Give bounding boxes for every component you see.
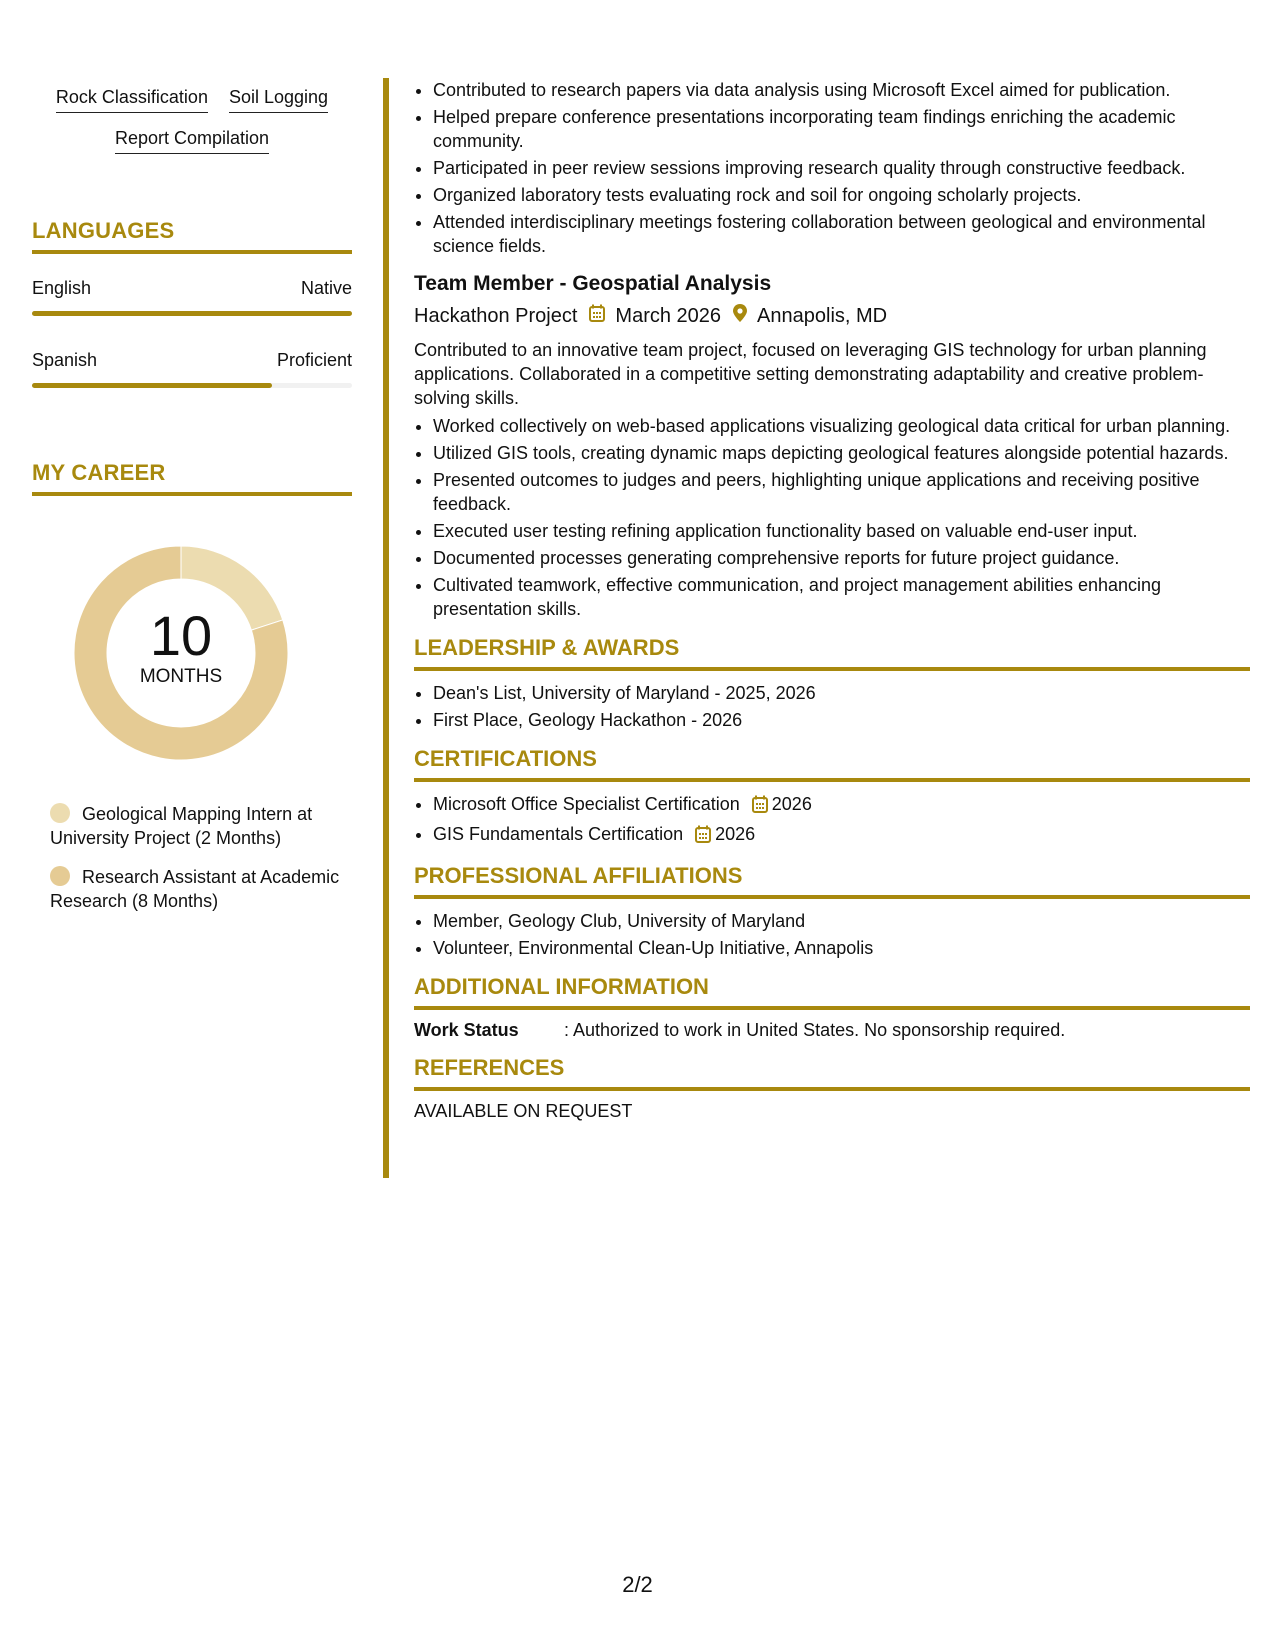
affiliations-heading: PROFESSIONAL AFFILIATIONS	[414, 863, 1250, 899]
certification-year: 2026	[715, 824, 756, 844]
donut-center-label	[66, 604, 296, 688]
list-item: • Volunteer, Environmental Clean-Up Initiative, Annapolis	[433, 936, 1250, 960]
list-item: • Attended interdisciplinary meetings fostering collaboration between geological and environmental science fields.	[433, 210, 1250, 258]
skill-tag: Rock Classification	[56, 88, 208, 113]
language-proficiency-bar	[32, 383, 352, 388]
skills-list	[32, 78, 352, 160]
references-text: AVAILABLE ON REQUEST	[414, 1101, 633, 1121]
list-item: • Worked collectively on web-based applications visualizing geological data critical for urban planning.	[433, 414, 1250, 438]
list-item: • Utilized GIS tools, creating dynamic maps depicting geological features alongside potential hazards.	[433, 441, 1250, 465]
language-proficiency-bar	[32, 311, 352, 316]
language-name: Spanish	[32, 350, 98, 370]
certifications-list	[414, 792, 1250, 849]
list-item	[433, 822, 1250, 849]
career-total-unit: MONTHS	[139, 666, 223, 687]
language-name: English	[32, 278, 92, 298]
certification-year: 2026	[771, 794, 812, 814]
column-divider	[383, 78, 389, 1178]
career-legend-item	[50, 802, 352, 851]
work-status-label: Work Status	[414, 1020, 519, 1040]
job-date: March 2026	[615, 304, 722, 327]
list-item: • Executed user testing refining application functionality based on valuable end-user input.	[433, 519, 1250, 543]
legend-dot	[50, 866, 70, 886]
list-item: • Documented processes generating comprehensive reports for future project guidance.	[433, 546, 1250, 570]
calendar-icon	[752, 795, 768, 819]
languages-heading: LANGUAGES	[32, 218, 352, 254]
main-content	[414, 78, 1250, 1122]
location-pin-icon	[733, 304, 747, 328]
certification-name: GIS Fundamentals Certification	[433, 824, 684, 844]
career-heading: MY CAREER	[32, 460, 352, 496]
calendar-icon	[589, 304, 605, 328]
job-title: Team Member - Geospatial Analysis	[414, 272, 772, 295]
references-heading: REFERENCES	[414, 1055, 1250, 1091]
language-proficiency-fill	[32, 383, 272, 388]
skill-tag: Report Compilation	[115, 129, 269, 154]
list-item: • Dean's List, University of Maryland - 2025, 2026	[433, 681, 1250, 705]
language-level: Native	[300, 278, 352, 298]
career-legend-item	[50, 865, 352, 914]
language-item	[32, 278, 352, 316]
calendar-icon	[695, 825, 711, 849]
job-summary: Contributed to an innovative team project, focused on leveraging GIS technology for urban planning applications. Collaborated in a competitive setting demonstrating adaptability and creative problem-solving skills.	[414, 340, 1207, 408]
sidebar	[32, 78, 352, 927]
career-legend-label: Geological Mapping Intern at University Project (2 Months)	[50, 804, 313, 849]
list-item: • Cultivated teamwork, effective communication, and project management abilities enhancing presentation skills.	[433, 573, 1250, 621]
skill-tag: Soil Logging	[229, 88, 328, 113]
career-donut-chart	[66, 538, 296, 768]
page-number: 2/2	[622, 1572, 653, 1597]
job-location: Annapolis, MD	[757, 304, 888, 327]
legend-dot	[50, 803, 70, 823]
language-item	[32, 350, 352, 388]
list-item: • Presented outcomes to judges and peers, highlighting unique applications and receiving positive feedback.	[433, 468, 1250, 516]
career-total-number: 10	[149, 604, 213, 667]
additional-info-heading: ADDITIONAL INFORMATION	[414, 974, 1250, 1010]
work-status-value: : Authorized to work in United States. No sponsorship required.	[564, 1020, 1066, 1040]
list-item	[433, 792, 1250, 819]
leadership-heading: LEADERSHIP & AWARDS	[414, 635, 1250, 671]
list-item: • Contributed to research papers via data analysis using Microsoft Excel aimed for publication.	[433, 78, 1250, 102]
affiliations-list	[414, 909, 1250, 960]
experience-bullets	[414, 78, 1250, 258]
certification-name: Microsoft Office Specialist Certification	[433, 794, 740, 814]
job-meta	[414, 304, 1250, 328]
list-item: • Organized laboratory tests evaluating rock and soil for ongoing scholarly projects.	[433, 183, 1250, 207]
career-legend-label: Research Assistant at Academic Research (8 Months)	[50, 866, 340, 911]
list-item: • Member, Geology Club, University of Maryland	[433, 909, 1250, 933]
job-bullets	[414, 414, 1250, 621]
list-item: • Helped prepare conference presentations incorporating team findings enriching the academic community.	[433, 105, 1250, 153]
list-item: • Participated in peer review sessions improving research quality through constructive feedback.	[433, 156, 1250, 180]
certifications-heading: CERTIFICATIONS	[414, 746, 1250, 782]
language-proficiency-fill	[32, 311, 352, 316]
language-level: Proficient	[276, 350, 352, 370]
list-item: • First Place, Geology Hackathon - 2026	[433, 708, 1250, 732]
job-company: Hackathon Project	[414, 304, 578, 327]
work-status-row	[414, 1020, 1250, 1041]
leadership-list	[414, 681, 1250, 732]
career-legend	[32, 802, 352, 913]
